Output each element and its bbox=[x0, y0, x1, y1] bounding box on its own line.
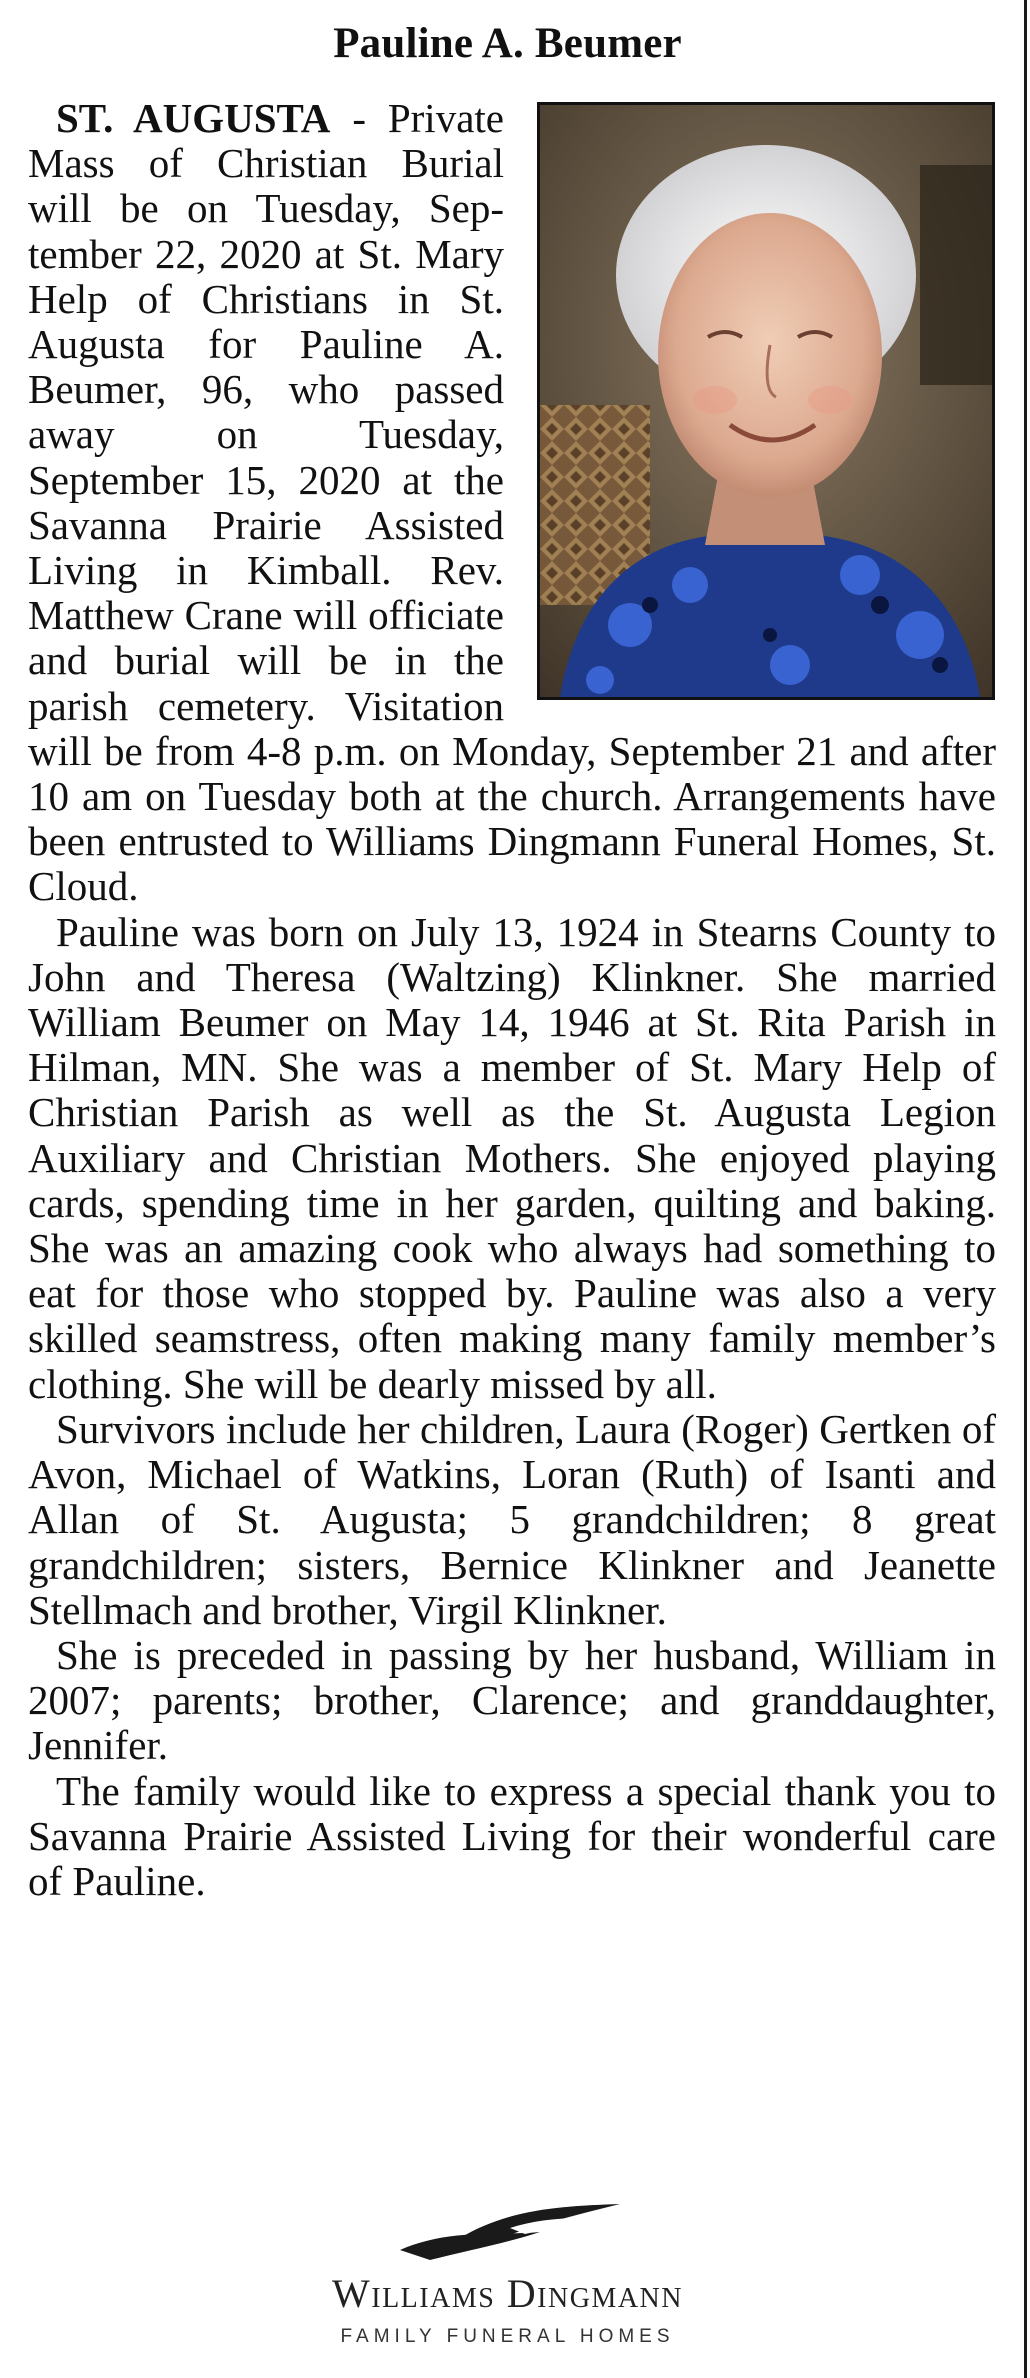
service-text: - Private Mass of Christian Burial will be on Tuesday, September 22, 2020 at St. Mary Help of Christians in St. Augusta for Pauline A. Beumer, 96, who passed away on Tuesday, September 15, 2020 at the Savanna Prairie Assisted Living in Kimball. Rev. Matthew Crane will officiate and burial will be in the parish cemetery. Visitation will be from 4-8 p.m. on Monday, September 21 and after 10 am on Tuesday both at the church. Arrangements have been entrusted to Williams Dingmann Funeral Homes, St. Cloud. bbox=[28, 95, 996, 910]
photo-wrap-spacer bbox=[504, 96, 996, 700]
logo-tagline: FAMILY FUNERAL HOMES bbox=[340, 2326, 675, 2347]
funeral-home-logo bbox=[0, 2190, 1015, 2360]
bird-swoosh-icon bbox=[390, 2198, 630, 2268]
paragraph-preceded: She is preceded in passing by her husband, William in 2007; parents; brother, Clarence; and granddaughter, Jennifer. bbox=[28, 1631, 996, 1769]
dateline: ST. AUGUSTA bbox=[56, 95, 331, 141]
column-rule bbox=[1024, 0, 1027, 2378]
logo-name: Williams Dingmann bbox=[331, 2271, 683, 2316]
paragraph-survivors: Survivors include her children, Laura (Roger) Gertken of Avon, Michael of Watkins, Loran (Ruth) of Isanti and Allan of St. Augusta; 5 grandchildren; 8 great grandchildren; sisters, Bernice Klinkner and Jeanette Stellmach and brother, Virgil Klinkner. bbox=[28, 1405, 996, 1633]
paragraph-biography: Pauline was born on July 13, 1924 in Stearns County to John and Theresa (Waltzing) Klinkner. She married William Beumer on May 14, 1946 at St. Rita Parish in Hilman, MN. She was a member of St. Mary Help of Christian Parish as well as the St. Augusta Legion Auxiliary and Christian Mothers. She enjoyed playing cards, spending time in her garden, quilting and baking. She was an amazing cook who always had something to eat for those who stopped by. Pauline was also a very skilled seamstress, often making many family member’s clothing. She will be dearly missed by all. bbox=[28, 908, 996, 1407]
obituary-body bbox=[28, 96, 996, 1904]
obituary-title: Pauline A. Beumer bbox=[333, 20, 682, 67]
paragraph-thanks: The family would like to express a special thank you to Savanna Prairie Assisted Living for their wonderful care of Pauline. bbox=[28, 1767, 996, 1904]
